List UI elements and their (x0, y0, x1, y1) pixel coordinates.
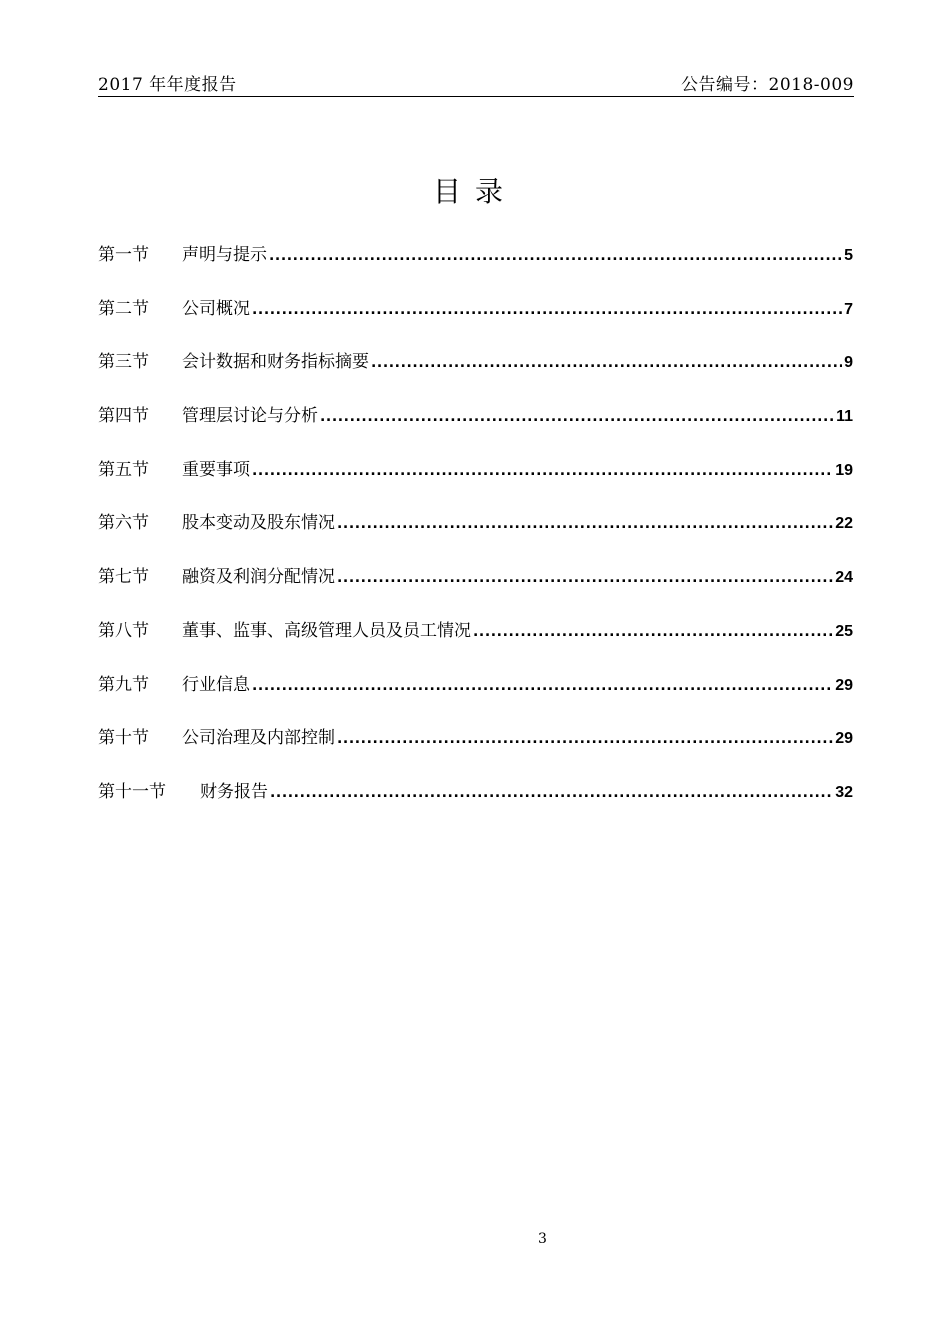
toc-leader (320, 409, 834, 425)
toc-page: 11 (836, 408, 853, 426)
toc-entry-title: 公司治理及内部控制 (182, 728, 335, 749)
toc-leader (337, 516, 833, 532)
toc-entry[interactable] (98, 347, 853, 401)
toc-section: 第十一节 (98, 781, 166, 802)
toc-section: 第九节 (98, 674, 149, 695)
toc-leader (252, 463, 833, 479)
toc-page: 32 (835, 783, 853, 801)
toc-entry-title: 财务报告 (200, 781, 268, 802)
toc-leader (473, 624, 833, 640)
toc-entry[interactable] (98, 616, 853, 670)
toc-entry-title: 管理层讨论与分析 (182, 406, 318, 427)
toc-section: 第一节 (98, 245, 149, 265)
toc-page: 29 (835, 730, 853, 748)
toc-entry-title: 融资及利润分配情况 (182, 567, 335, 588)
toc-entry[interactable] (98, 562, 853, 616)
toc-entry-title: 董事、监事、高级管理人员及员工情况 (182, 620, 471, 641)
toc-entry[interactable] (98, 508, 853, 562)
toc-entry[interactable] (98, 294, 853, 348)
toc-entry-title: 会计数据和财务指标摘要 (182, 352, 369, 373)
toc-entry-title: 重要事项 (182, 459, 250, 480)
toc-section: 第五节 (98, 459, 149, 480)
toc-section: 第六节 (98, 513, 149, 534)
toc-page: 29 (835, 676, 853, 694)
toc-section: 第八节 (98, 620, 149, 641)
toc-section: 第四节 (98, 406, 149, 427)
toc-leader (252, 678, 833, 694)
toc-page: 25 (835, 622, 853, 640)
toc-page: 5 (844, 247, 853, 264)
toc-section: 第二节 (98, 298, 149, 319)
toc-section: 第七节 (98, 567, 149, 588)
toc-entry-title: 股本变动及股东情况 (182, 513, 335, 534)
toc-entry[interactable] (98, 401, 853, 455)
toc-page: 7 (844, 300, 853, 318)
toc-entry[interactable] (98, 455, 853, 509)
toc-section: 第三节 (98, 352, 149, 373)
page-header (98, 70, 854, 97)
toc-leader (337, 731, 833, 747)
page-number: 3 (538, 1231, 547, 1247)
toc-entry[interactable] (98, 777, 853, 831)
toc-page: 9 (844, 354, 853, 372)
toc-title: 目录 (432, 175, 517, 208)
toc-entry[interactable] (98, 670, 853, 724)
toc-page: 22 (835, 515, 853, 533)
report-title: 2017 年年度报告 (98, 75, 237, 95)
toc-leader (252, 302, 842, 318)
toc-entry-title: 公司概况 (182, 298, 250, 319)
toc-leader (371, 355, 842, 371)
toc-page: 19 (835, 461, 853, 479)
toc-entry[interactable] (98, 723, 853, 777)
toc-entry-title: 声明与提示 (182, 245, 267, 265)
table-of-contents (98, 240, 853, 831)
toc-leader (269, 248, 842, 264)
toc-leader (270, 785, 833, 801)
toc-page: 24 (835, 569, 853, 587)
toc-entry[interactable] (98, 240, 853, 294)
announcement-number: 公告编号：2018-009 (681, 75, 854, 95)
toc-section: 第十节 (98, 728, 149, 749)
toc-leader (337, 570, 833, 586)
toc-entry-title: 行业信息 (182, 674, 250, 695)
